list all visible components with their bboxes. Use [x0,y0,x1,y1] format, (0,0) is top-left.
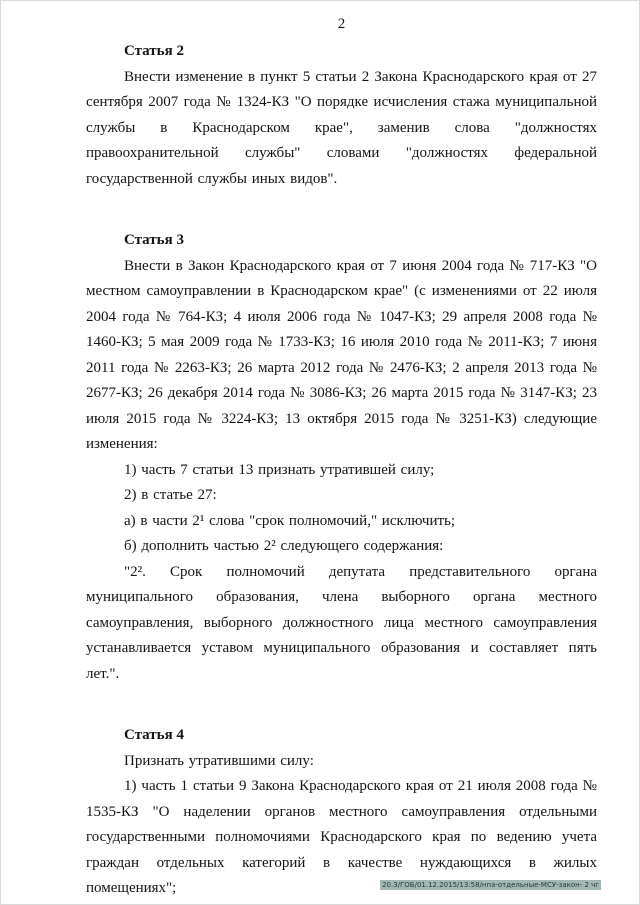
paragraph: 1) часть 1 статьи 9 Закона Краснодарского края от 21 июля 2008 года № 1535-КЗ "О наделении органов местного самоуправления отдельными государственными полномочиями Краснодарского края по ведению учета граждан отдельных категорий в качестве нуждающихся в жилых помещениях"; [86,778,597,896]
footer-stamp: 20.3/ГОБ/01.12.2015/13:58/нпа-отдельные-МСУ-закон- 2 чг [382,881,599,889]
article-4-heading: Статья 4 [124,727,184,743]
paragraph: б) дополнить частью 2² следующего содержания: [124,538,444,554]
paragraph: Внести в Закон Краснодарского края от 7 июня 2004 года № 717-КЗ "О местном самоуправлении в Краснодарском крае" (с изменениями от 22 июля 2004 года № 764-КЗ; 4 июля 2006 года № 1047-КЗ; 29 апреля 2008 года № 1460-КЗ; 5 мая 2009 года № 1733-КЗ; 16 июля 2010 года № 2011-КЗ; 7 июня 2011 года № 2263-КЗ; 26 марта 2012 года № 2476-КЗ; 2 апреля 2013 года № 2677-КЗ; 26 декабря 2014 года № 3086-КЗ; 26 марта 2015 года № 3147-КЗ; 23 июля 2015 года № 3224-КЗ; 13 октября 2015 года № 3251-КЗ) следующие изменения: [86,257,597,452]
article-4 [86,723,597,902]
article-3-heading: Статья 3 [124,232,184,248]
article-2 [86,39,597,192]
paragraph: 2) в статье 27: [124,487,217,503]
paragraph: Внести изменение в пункт 5 статьи 2 Закона Краснодарского края от 27 сентября 2007 года № 1324-КЗ "О порядке исчисления стажа муниципальной службы в Краснодарском крае", заменив слова "должностях правоохранительной службы" словами "должностях федеральной государственной службы иных видов". [86,68,597,187]
article-2-heading: Статья 2 [124,43,184,59]
article-3 [86,228,597,687]
paragraph: "2². Срок полномочий депутата представительного органа муниципального образования, члена выборного органа местного самоуправления, выборного должностного лица местного самоуправления устанавливается уставом муниципального образования и составляет пять лет.". [86,563,597,682]
page-number: 2 [337,16,346,32]
paragraph: а) в части 2¹ слова "срок полномочий," исключить; [124,512,456,529]
paragraph: Признать утратившими силу: [124,752,314,769]
paragraph: 1) часть 7 статьи 13 признать утратившей силу; [124,461,435,478]
